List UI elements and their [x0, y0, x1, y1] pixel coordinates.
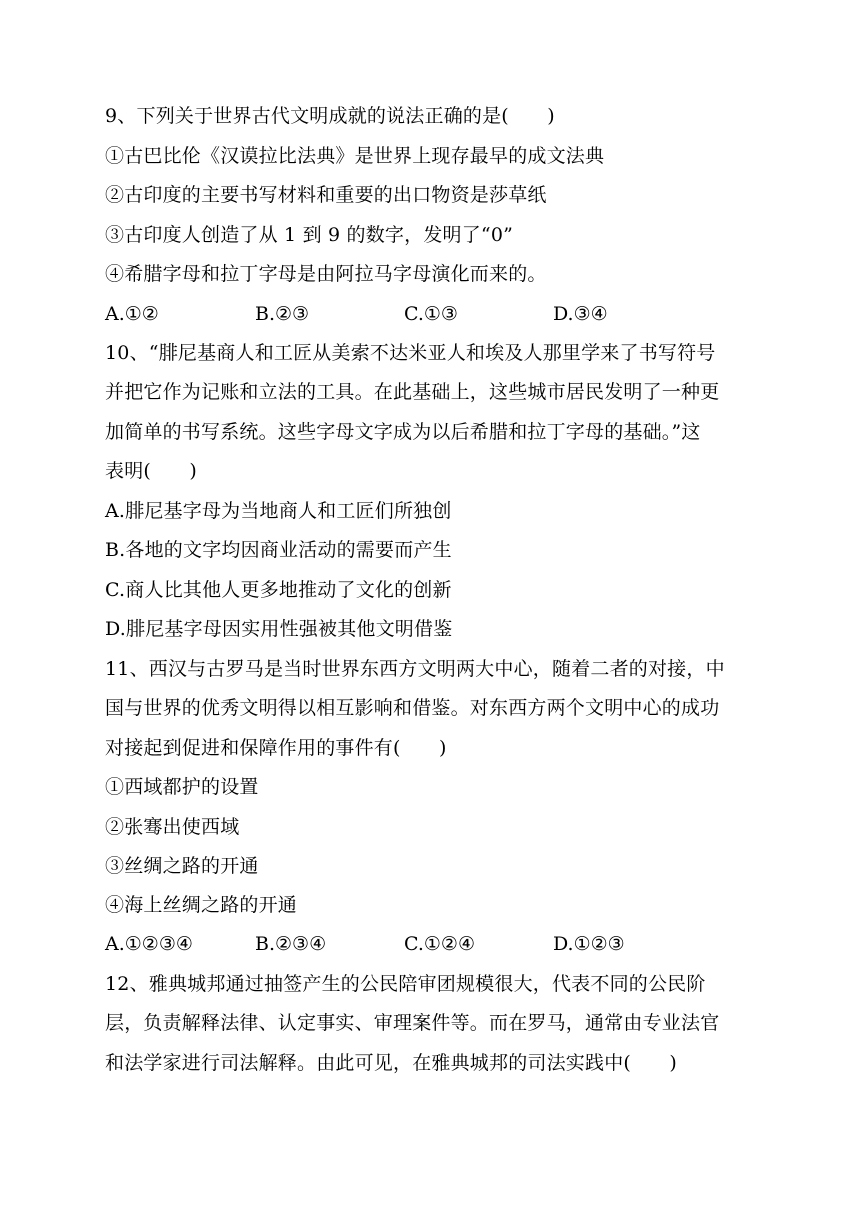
question-11-stem-line-2: 国与世界的优秀文明得以相互影响和借鉴。对东西方两个文明中心的成功	[105, 697, 720, 719]
question-9-option-a: A.①②	[105, 303, 159, 325]
question-12-stem-line-3: 和法学家进行司法解释。由此可见，在雅典城邦的司法实践中( )	[105, 1052, 678, 1074]
question-10-option-a: A.腓尼基字母为当地商人和工匠们所独创	[105, 500, 452, 522]
question-9-option-b: B.②③	[255, 303, 310, 325]
question-11-option-c: C.①②④	[404, 933, 475, 955]
question-9-item-2: ②古印度的主要书写材料和重要的出口物资是莎草纸	[105, 184, 547, 206]
question-10-stem-line-2: 并把它作为记账和立法的工具。在此基础上，这些城市居民发明了一种更	[105, 381, 720, 403]
question-10-option-d: D.腓尼基字母因实用性强被其他文明借鉴	[105, 618, 453, 640]
question-11-stem-line-1: 11、西汉与古罗马是当时世界东西方文明两大中心，随着二者的对接，中	[105, 658, 725, 680]
question-12-stem-line-1: 12、雅典城邦通过抽签产生的公民陪审团规模很大，代表不同的公民阶	[105, 973, 706, 995]
question-11-stem-line-3: 对接起到促进和保障作用的事件有( )	[105, 737, 447, 759]
question-10-stem-line-4: 表明( )	[105, 460, 198, 482]
question-10-option-b: B.各地的文字均因商业活动的需要而产生	[105, 539, 452, 561]
question-11-item-2: ②张骞出使西域	[105, 816, 240, 838]
question-10-option-c: C.商人比其他人更多地推动了文化的创新	[105, 579, 452, 601]
question-11-option-b: B.②③④	[255, 933, 327, 955]
question-11-item-3: ③丝绸之路的开通	[105, 855, 259, 877]
question-11-item-1: ①西域都护的设置	[105, 776, 259, 798]
question-12-stem-line-2: 层，负责解释法律、认定事实、审理案件等。而在罗马，通常由专业法官	[105, 1012, 720, 1034]
question-9-option-c: C.①③	[404, 303, 458, 325]
question-11-item-4: ④海上丝绸之路的开通	[105, 894, 298, 916]
question-11-option-a: A.①②③④	[105, 933, 193, 955]
question-11-option-d: D.①②③	[553, 933, 625, 955]
question-10-stem-line-3: 加简单的书写系统。这些字母文字成为以后希腊和拉丁字母的基础。”这	[105, 421, 701, 443]
question-9-item-4: ④希腊字母和拉丁字母是由阿拉马字母演化而来的。	[105, 263, 547, 285]
question-9-stem: 9、下列关于世界古代文明成就的说法正确的是( )	[105, 105, 555, 127]
question-9-option-d: D.③④	[553, 303, 608, 325]
question-10-stem-line-1: 10、“腓尼基商人和工匠从美索不达米亚人和埃及人那里学来了书写符号	[105, 342, 716, 364]
question-9-item-1: ①古巴比伦《汉谟拉比法典》是世界上现存最早的成文法典	[105, 145, 605, 167]
question-9-item-3: ③古印度人创造了从 1 到 9 的数字，发明了“0”	[105, 224, 514, 246]
